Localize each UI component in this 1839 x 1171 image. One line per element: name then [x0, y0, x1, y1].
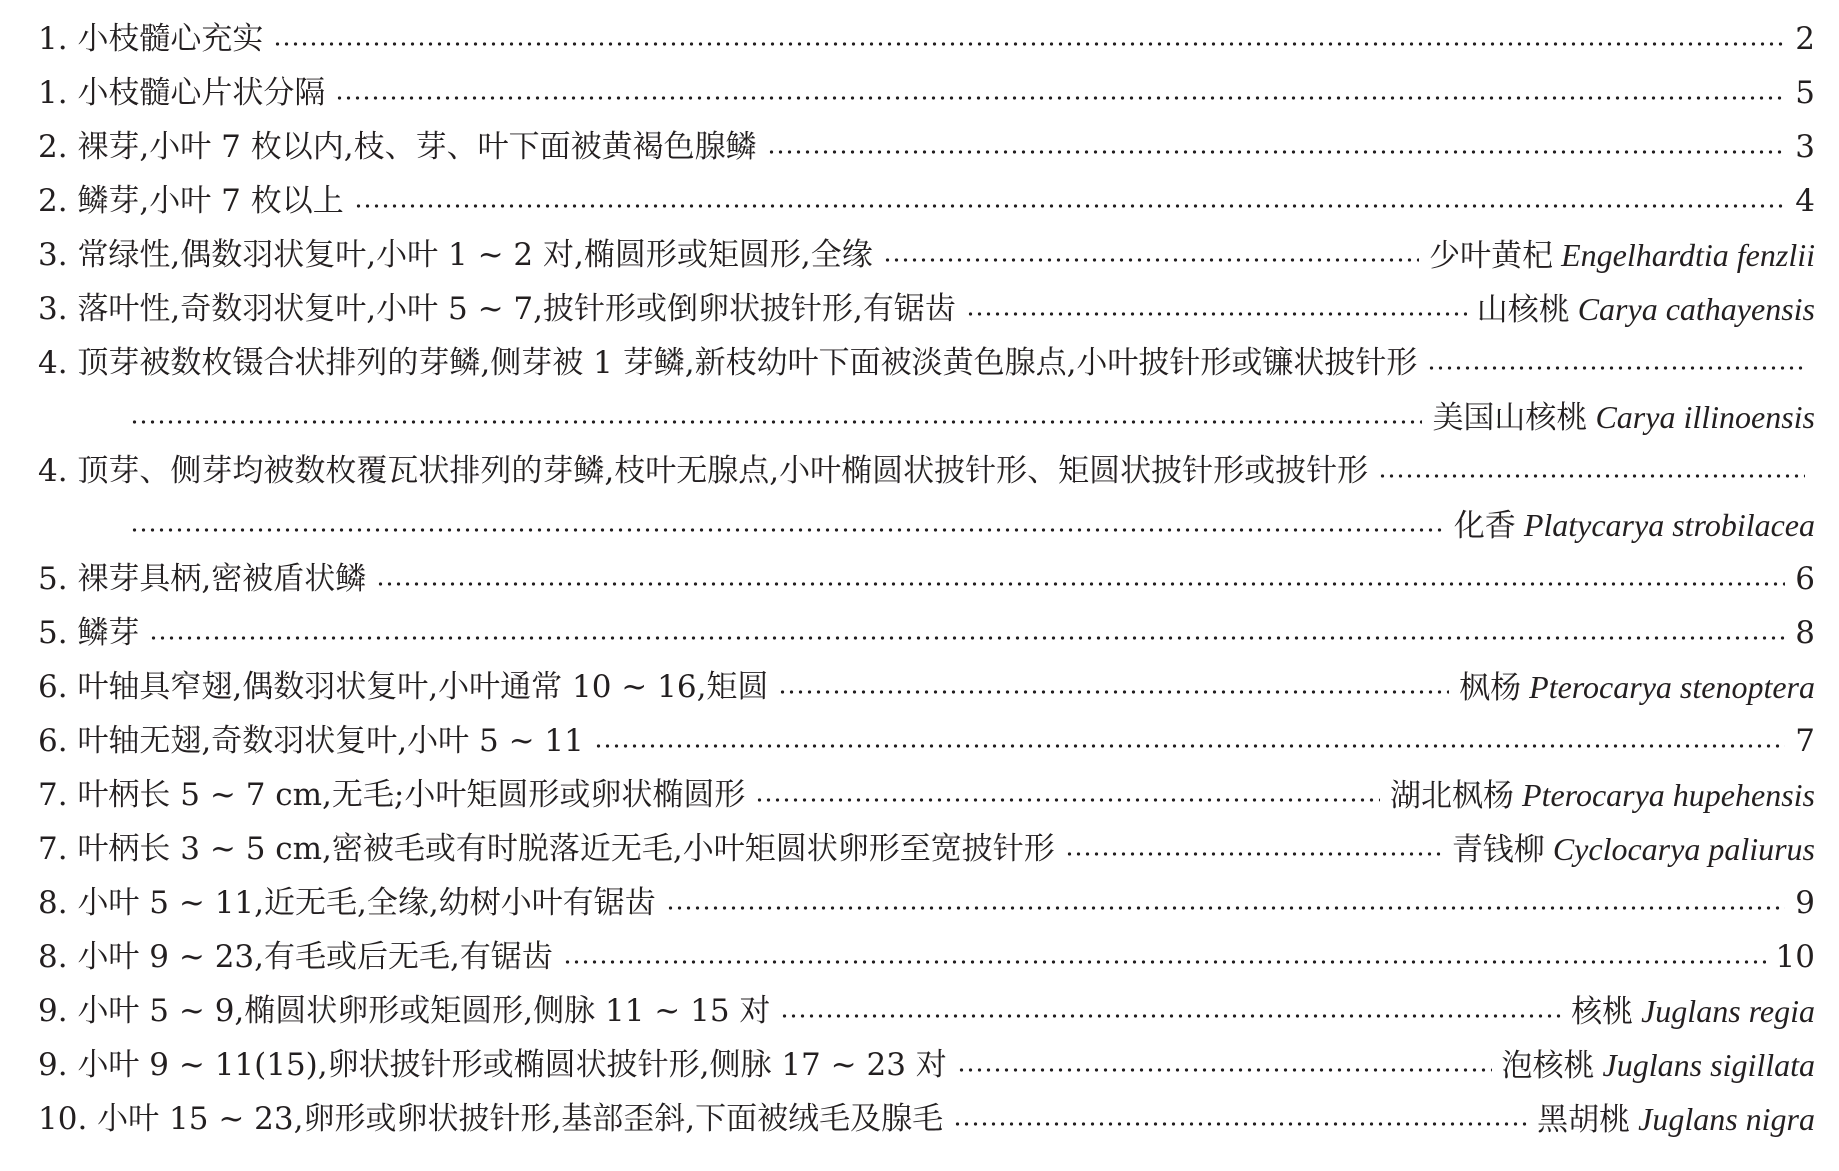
dot-leader [335, 96, 1785, 100]
dot-leader [130, 420, 1422, 424]
species-name [1390, 768, 1815, 823]
couplet-number: 5. [38, 615, 68, 651]
couplet-number: 4. [38, 345, 68, 381]
dot-leader [666, 906, 1786, 910]
dot-leader [149, 636, 1785, 640]
scientific-name: Platycarya strobilacea [1523, 506, 1815, 543]
couplet-number: 6. [38, 723, 68, 759]
dot-leader [130, 528, 1444, 532]
scientific-name: Carya illinoensis [1595, 398, 1815, 435]
key-row [0, 66, 1839, 120]
dot-leader [957, 1068, 1492, 1072]
scientific-name: Pterocarya stenoptera [1529, 668, 1815, 705]
couplet-description: 叶柄长 5 ~ 7 cm,无毛;小叶矩圆形或卵状椭圆形 [77, 777, 746, 813]
key-row [0, 768, 1839, 822]
key-row [0, 228, 1839, 282]
species-name [1571, 984, 1815, 1039]
chinese-name: 枫杨 [1459, 669, 1522, 706]
couplet-description: 裸芽,小叶 7 枚以内,枝、芽、叶下面被黄褐色腺鳞 [77, 129, 757, 165]
key-row-continuation [0, 390, 1839, 444]
couplet-number: 3. [38, 291, 68, 327]
species-name [1459, 660, 1815, 715]
dot-leader [780, 1014, 1561, 1018]
couplet-description: 顶芽、侧芽均被数枚覆瓦状排列的芽鳞,枝叶无腺点,小叶椭圆状披针形、矩圆状披针形或披针形 [77, 453, 1369, 489]
couplet-number: 5. [38, 561, 68, 597]
key-row [0, 1092, 1839, 1146]
species-name [1432, 390, 1815, 445]
key-row [0, 984, 1839, 1038]
dot-leader [755, 798, 1380, 802]
couplet-description: 叶轴具窄翅,偶数羽状复叶,小叶通常 10 ~ 16,矩圆 [77, 669, 769, 705]
couplet-description: 小叶 5 ~ 9,椭圆状卵形或矩圆形,侧脉 11 ~ 15 对 [77, 993, 771, 1029]
scientific-name: Juglans regia [1641, 992, 1815, 1029]
couplet-description: 鳞芽,小叶 7 枚以上 [77, 183, 344, 219]
key-row [0, 336, 1839, 390]
dot-leader [1427, 366, 1805, 370]
scientific-name: Pterocarya hupehensis [1522, 776, 1815, 813]
species-name [1429, 228, 1815, 283]
key-row [0, 444, 1839, 498]
scientific-name: Juglans nigra [1638, 1100, 1815, 1137]
species-name [1477, 282, 1815, 337]
dot-leader [767, 150, 1786, 154]
couplet-description: 叶柄长 3 ~ 5 cm,密被毛或有时脱落近无毛,小叶矩圆状卵形至宽披针形 [77, 831, 1055, 867]
scientific-name: Carya cathayensis [1577, 290, 1815, 327]
couplet-description: 小枝髓心片状分隔 [77, 75, 326, 111]
key-row [0, 606, 1839, 660]
goto-number: 4 [1795, 183, 1815, 219]
couplet-number: 9. [38, 1047, 68, 1083]
goto-number: 7 [1795, 723, 1815, 759]
goto-number: 6 [1795, 561, 1815, 597]
dot-leader [273, 42, 1785, 46]
goto-number: 8 [1795, 615, 1815, 651]
dot-leader [354, 204, 1786, 208]
goto-number: 3 [1795, 129, 1815, 165]
dot-leader [594, 744, 1785, 748]
couplet-description: 叶轴无翅,奇数羽状复叶,小叶 5 ~ 11 [77, 723, 584, 759]
chinese-name: 黑胡桃 [1537, 1101, 1631, 1138]
chinese-name: 美国山核桃 [1432, 399, 1588, 436]
dot-leader [563, 960, 1766, 964]
chinese-name: 化香 [1453, 507, 1516, 544]
couplet-number: 7. [38, 777, 68, 813]
dot-leader [953, 1122, 1527, 1126]
key-row [0, 822, 1839, 876]
couplet-number: 1. [38, 75, 68, 111]
key-row [0, 12, 1839, 66]
couplet-description: 鳞芽 [77, 615, 140, 651]
couplet-description: 落叶性,奇数羽状复叶,小叶 5 ~ 7,披针形或倒卵状披针形,有锯齿 [77, 291, 956, 327]
dot-leader [883, 258, 1419, 262]
dot-leader [1065, 852, 1442, 856]
chinese-name: 核桃 [1571, 993, 1634, 1030]
species-name [1452, 822, 1815, 877]
couplet-number: 3. [38, 237, 68, 273]
couplet-description: 裸芽具柄,密被盾状鳞 [77, 561, 367, 597]
key-row [0, 660, 1839, 714]
dot-leader [778, 690, 1449, 694]
species-name [1454, 498, 1815, 553]
chinese-name: 青钱柳 [1451, 831, 1545, 868]
couplet-number: 1. [38, 21, 68, 57]
couplet-description: 小叶 9 ~ 23,有毛或后无毛,有锯齿 [77, 939, 553, 975]
goto-number: 5 [1795, 75, 1815, 111]
chinese-name: 湖北枫杨 [1390, 777, 1515, 814]
scientific-name: Engelhardtia fenzlii [1561, 236, 1815, 273]
goto-number: 9 [1795, 885, 1815, 921]
couplet-number: 8. [38, 939, 68, 975]
key-row [0, 930, 1839, 984]
couplet-description: 小叶 9 ~ 11(15),卵状披针形或椭圆状披针形,侧脉 17 ~ 23 对 [77, 1047, 947, 1083]
couplet-number: 8. [38, 885, 68, 921]
key-row-continuation [0, 498, 1839, 552]
goto-number: 2 [1795, 21, 1815, 57]
scientific-name: Juglans sigillata [1602, 1046, 1815, 1083]
couplet-number: 10. [38, 1101, 88, 1137]
dot-leader [1378, 474, 1805, 478]
key-row [0, 1038, 1839, 1092]
couplet-description: 小叶 5 ~ 11,近无毛,全缘,幼树小叶有锯齿 [77, 885, 656, 921]
couplet-number: 2. [38, 183, 68, 219]
couplet-number: 7. [38, 831, 68, 867]
scientific-name: Cyclocarya paliurus [1552, 830, 1815, 867]
key-row [0, 120, 1839, 174]
key-row [0, 552, 1839, 606]
dichotomous-key [0, 12, 1839, 1146]
key-row [0, 876, 1839, 930]
couplet-number: 4. [38, 453, 68, 489]
key-row [0, 174, 1839, 228]
couplet-number: 2. [38, 129, 68, 165]
couplet-description: 小叶 15 ~ 23,卵形或卵状披针形,基部歪斜,下面被绒毛及腺毛 [97, 1101, 944, 1137]
couplet-number: 9. [38, 993, 68, 1029]
goto-number: 10 [1775, 939, 1815, 975]
dot-leader [376, 582, 1785, 586]
dot-leader [966, 312, 1467, 316]
couplet-number: 6. [38, 669, 68, 705]
chinese-name: 泡核桃 [1501, 1047, 1595, 1084]
couplet-description: 小枝髓心充实 [77, 21, 264, 57]
couplet-description: 常绿性,偶数羽状复叶,小叶 1 ~ 2 对,椭圆形或矩圆形,全缘 [77, 237, 873, 273]
chinese-name: 少叶黄杞 [1429, 237, 1554, 274]
chinese-name: 山核桃 [1476, 291, 1570, 328]
species-name [1502, 1038, 1815, 1093]
key-row [0, 714, 1839, 768]
species-name [1537, 1092, 1815, 1147]
couplet-description: 顶芽被数枚镊合状排列的芽鳞,侧芽被 1 芽鳞,新枝幼叶下面被淡黄色腺点,小叶披针形或镰状披针形 [77, 345, 1418, 381]
key-row [0, 282, 1839, 336]
